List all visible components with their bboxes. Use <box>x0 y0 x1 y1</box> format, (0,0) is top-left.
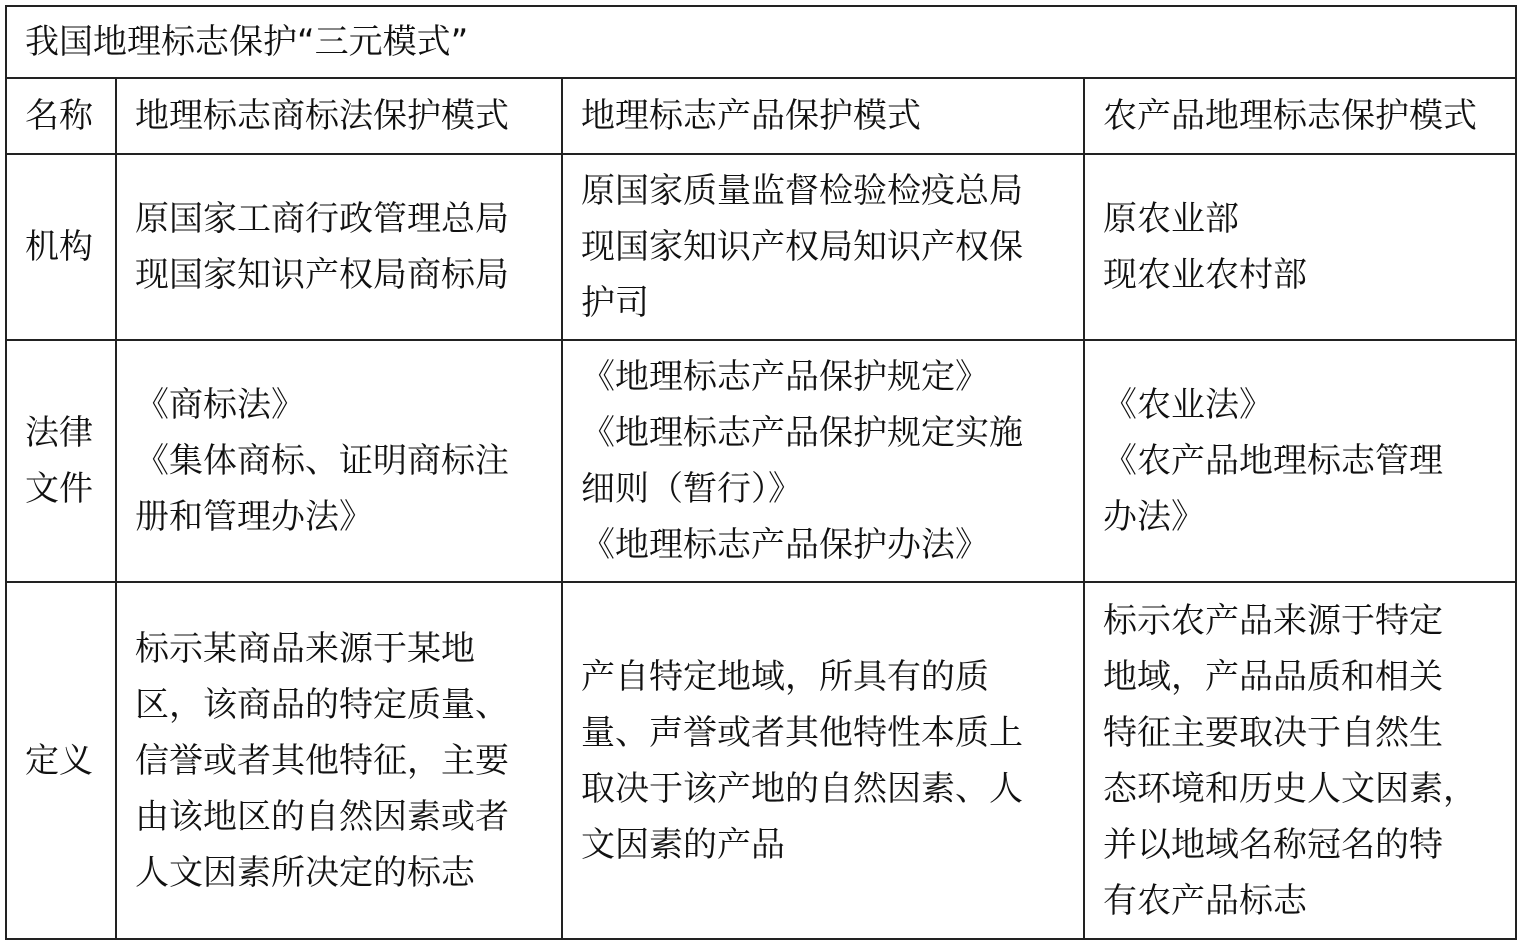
cell-product-legal-documents <box>562 340 1084 582</box>
cell-line: 原国家质量监督检验检疫总局 <box>581 171 1023 211</box>
cell-agricultural-legal-documents <box>1084 340 1516 582</box>
table-header-row <box>6 78 1516 154</box>
cell-line: 《商标法》 <box>135 385 305 425</box>
cell-line: 特征主要取决于自然生 <box>1103 712 1443 753</box>
table-row-legal-documents <box>6 340 1516 582</box>
cell-line: 册和管理办法》 <box>135 497 373 537</box>
cell-product-definition <box>562 582 1084 939</box>
cell-line: 有农产品标志 <box>1103 880 1307 921</box>
cell-line: 《农产品地理标志管理 <box>1103 441 1443 481</box>
row-label-definition <box>6 582 116 939</box>
cell-trademark-institution <box>116 154 562 340</box>
cell-line: 由该地区的自然因素或者 <box>135 796 509 837</box>
row-label-line: 机构 <box>25 227 93 267</box>
cell-line: 现农业农村部 <box>1103 255 1307 295</box>
table-row-institution <box>6 154 1516 340</box>
cell-line: 人文因素所决定的标志 <box>135 852 475 893</box>
cell-line: 区，该商品的特定质量、 <box>135 684 509 725</box>
cell-line: 《地理标志产品保护规定》 <box>581 357 989 397</box>
cell-line: 取决于该产地的自然因素、人 <box>581 768 1023 809</box>
cell-line: 文因素的产品 <box>581 824 785 865</box>
header-product-mode: 地理标志产品保护模式 <box>562 78 1084 154</box>
cell-line: 信誉或者其他特征，主要 <box>135 740 509 781</box>
header-trademark-mode: 地理标志商标法保护模式 <box>116 78 562 154</box>
cell-line: 护司 <box>581 283 649 323</box>
cell-line: 量、声誉或者其他特性本质上 <box>581 712 1023 753</box>
row-label-legal-documents <box>6 340 116 582</box>
cell-line: 办法》 <box>1103 497 1205 537</box>
cell-line: 原国家工商行政管理总局 <box>135 199 509 239</box>
cell-line: 现国家知识产权局商标局 <box>135 255 509 295</box>
cell-trademark-legal-documents <box>116 340 562 582</box>
row-label-line: 文件 <box>25 469 93 509</box>
cell-line: 现国家知识产权局知识产权保 <box>581 227 1023 267</box>
cell-agricultural-definition <box>1084 582 1516 939</box>
row-label-institution <box>6 154 116 340</box>
header-name: 名称 <box>6 78 116 154</box>
cell-line: 地域，产品品质和相关 <box>1103 656 1443 697</box>
cell-line: 标示某商品来源于某地 <box>135 628 475 669</box>
cell-trademark-definition <box>116 582 562 939</box>
cell-line: 原农业部 <box>1103 199 1239 239</box>
table-title-row <box>6 6 1516 78</box>
row-label-line: 法律 <box>25 413 93 453</box>
cell-line: 《集体商标、证明商标注 <box>135 441 509 481</box>
cell-line: 标示农产品来源于特定 <box>1103 600 1443 641</box>
cell-line: 《地理标志产品保护办法》 <box>581 525 989 565</box>
table-title: 我国地理标志保护“三元模式” <box>6 6 1516 78</box>
header-agricultural-mode: 农产品地理标志保护模式 <box>1084 78 1516 154</box>
row-label-line: 定义 <box>25 740 93 781</box>
geographical-indication-table <box>5 5 1517 940</box>
cell-line: 态环境和历史人文因素， <box>1103 768 1477 809</box>
cell-line: 《地理标志产品保护规定实施 <box>581 413 1023 453</box>
table-row-definition <box>6 582 1516 939</box>
cell-line: 并以地域名称冠名的特 <box>1103 824 1443 865</box>
cell-line: 《农业法》 <box>1103 385 1273 425</box>
cell-line: 细则（暂行）》 <box>581 469 802 509</box>
cell-agricultural-institution <box>1084 154 1516 340</box>
cell-line: 产自特定地域，所具有的质 <box>581 656 989 697</box>
cell-product-institution <box>562 154 1084 340</box>
